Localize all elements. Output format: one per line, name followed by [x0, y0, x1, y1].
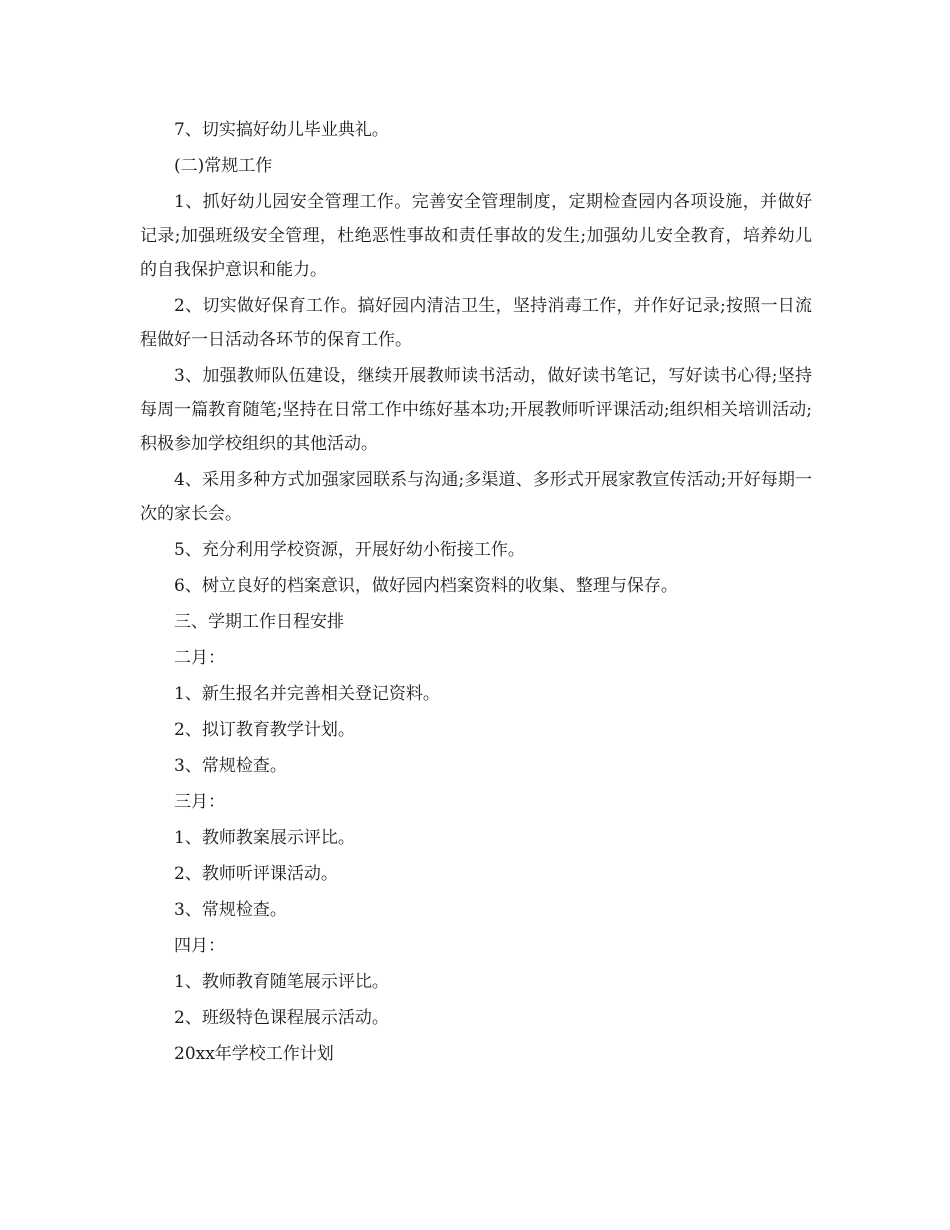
list-item: 1、教师教案展示评比。 [174, 828, 355, 848]
paragraph: 2、切实做好保育工作。搞好园内清洁卫生，坚持消毒工作，并作好记录;按照一日流程做好一日活动各环节的保育工作。 [140, 296, 812, 350]
list-item: 1、教师教育随笔展示评比。 [174, 972, 389, 992]
month-heading: 二月： [174, 648, 225, 668]
list-item: 1、新生报名并完善相关登记资料。 [174, 684, 440, 704]
paragraph: 1、抓好幼儿园安全管理工作。完善安全管理制度，定期检查园内各项设施，并做好记录;加强班级安全管理，杜绝恶性事故和责任事故的发生;加强幼儿安全教育，培养幼儿的自我保护意识和能力。 [140, 192, 812, 280]
month-heading: 三月： [174, 792, 225, 812]
paragraph: 5、充分利用学校资源，开展好幼小衔接工作。 [174, 540, 525, 560]
list-item: 2、拟订教育教学计划。 [174, 720, 355, 740]
paragraph: 4、采用多种方式加强家园联系与沟通;多渠道、多形式开展家教宣传活动;开好每期一次的家长会。 [140, 470, 812, 524]
month-heading: 四月： [174, 936, 225, 956]
paragraph: 7、切实搞好幼儿毕业典礼。 [174, 120, 389, 140]
list-item: 2、班级特色课程展示活动。 [174, 1008, 389, 1028]
list-item: 2、教师听评课活动。 [174, 864, 338, 884]
paragraph: 3、加强教师队伍建设，继续开展教师读书活动，做好读书笔记，写好读书心得;坚持每周一篇教育随笔;坚持在日常工作中练好基本功;开展教师听评课活动;组织相关培训活动;积极参加学校组织的其他活动。 [140, 366, 812, 454]
document-title-line: 20xx年学校工作计划 [174, 1044, 334, 1064]
section-heading: (二)常规工作 [174, 156, 273, 176]
paragraph: 6、树立良好的档案意识，做好园内档案资料的收集、整理与保存。 [174, 576, 678, 596]
document-body [140, 113, 812, 1073]
list-item: 3、常规检查。 [174, 756, 287, 776]
section-heading: 三、学期工作日程安排 [174, 612, 344, 632]
list-item: 3、常规检查。 [174, 900, 287, 920]
